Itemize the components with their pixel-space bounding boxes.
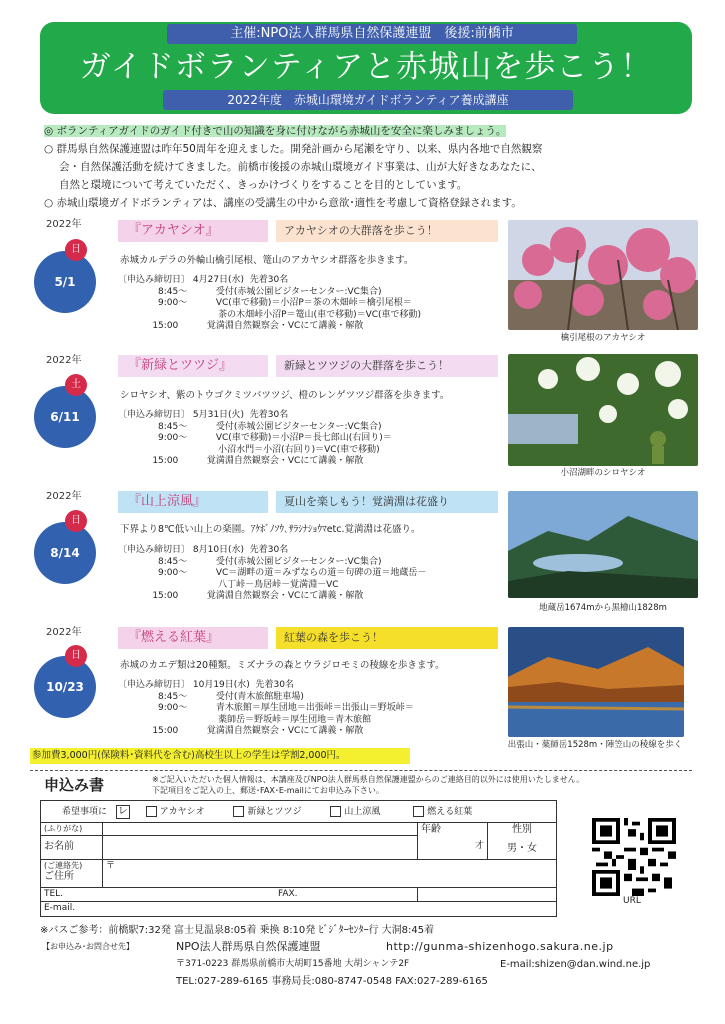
- event-photo-kurobi: [508, 491, 698, 598]
- privacy-note: [152, 774, 584, 796]
- legend-checkbox: レ: [117, 805, 128, 817]
- address-label: ご住所: [44, 871, 74, 882]
- event-photo-caption: 出張山・薬師岳1528m・陣笠山の稜線を歩く: [507, 740, 683, 750]
- option-label: 山上涼風: [344, 807, 381, 817]
- event-date-circle: 5/1: [34, 251, 96, 313]
- age-label: 年齢: [421, 824, 441, 835]
- furigana-input[interactable]: [103, 823, 418, 836]
- event-schedule: 〔申込み締切日〕 4月27日(水) 先着30名 8:45～ 受付(赤城公園ビジターセンター:VC集合) 9:00～ VC(車で移動)＝小沼P＝茶の木畑峠＝檎引尾根＝ 茶の木畑峠小沼P＝篭山(車で移動)＝VC(車で移動) 15:00 覚満淵自然観察会・VCにて講義・解散: [118, 275, 422, 331]
- gender-label: 性別: [512, 824, 532, 835]
- fee-notice: 参加費3,000円(保険料･資料代を含む)高校生以上の学生は学割2,000円。: [30, 748, 410, 764]
- page-title: ガイドボランティアと赤城山を歩こう！: [79, 49, 653, 85]
- event-date-circle: 10/23: [34, 656, 96, 718]
- intro-text: [44, 122, 694, 212]
- age-cell[interactable]: [418, 823, 488, 860]
- event-weekday: 日: [65, 645, 87, 667]
- intro-line: ○ 群馬県自然保護連盟は昨年50周年を迎えました。開発計画から尾瀬を守り、以来、県内各地で自然観察: [44, 143, 543, 155]
- contact-heading: 【お申込み･お問合せ先】: [42, 942, 134, 951]
- intro-line: ○ 赤城山環境ガイドボランティアは、講座の受講生の中から意欲･適性を考慮して資格登録されます。: [44, 197, 522, 209]
- bus-info: ※バスご参考：前橋駅7:32発 富士見温泉8:05着 乗換 8:10発 ﾋﾞｼﾞﾀｰｾﾝﾀｰ行 大洞8:45着: [40, 925, 435, 936]
- age-unit: 才: [474, 840, 484, 851]
- event-description: 下界より8℃低い山上の楽園。ｱｹﾎﾞﾉｿｳ､ｻﾗｼﾅｼｮｳﾏetc.覚満淵は花盛り。: [120, 524, 421, 535]
- event-weekday: 土: [65, 374, 87, 396]
- postal-address: 〒371-0223 群馬県前橋市大胡町15番地 大胡シャンテ2F: [176, 959, 410, 969]
- furigana-label: (ふりがな): [41, 823, 103, 836]
- email-input[interactable]: [41, 902, 557, 916]
- phone-numbers: TEL:027-289-6165 事務局長:080-8747-0548 FAX:027-289-6165: [176, 976, 488, 987]
- event-photo-akayashio: [508, 220, 698, 330]
- tel-label: TEL.: [44, 889, 64, 899]
- organization-name: NPO法人群馬県自然保護連盟: [176, 940, 321, 953]
- event-description: 赤城カルデラの外輪山檎引尾根、篭山のアカヤシオ群落を歩きます。: [120, 255, 414, 266]
- email-label: E-mail.: [44, 903, 76, 914]
- wish-label: 希望事項に: [62, 807, 108, 817]
- gender-cell[interactable]: [488, 823, 557, 860]
- privacy-line: ※ご記入いただいた個人情報は、本講座及びNPO法人群馬県自然保護連盟からのご連絡目的以外には使用いたしません。: [152, 775, 585, 784]
- event-title: 『燃える紅葉』: [118, 627, 268, 649]
- website-link[interactable]: http://gunma-shizenhogo.sakura.ne.jp: [386, 940, 614, 953]
- event-weekday: 日: [65, 239, 87, 261]
- checkbox-koyo[interactable]: [413, 806, 424, 817]
- tel-input[interactable]: [41, 888, 418, 902]
- event-title: 『新緑とツツジ』: [118, 355, 268, 377]
- event-weekday: 日: [65, 510, 87, 532]
- event-photo-caption: 檎引尾根のアカヤシオ: [560, 333, 646, 343]
- privacy-line: 下記項目をご記入の上、郵送･FAX･E-mailにてお申込み下さい。: [152, 786, 384, 795]
- event-schedule: 〔申込み締切日〕 10月19日(水) 先着30名 8:45～ 受付(青木旅館駐車場) 9:00～ 青木旅館＝厚生団地＝出張峠＝出張山＝野坂峠＝ 薬師岳＝野坂峠＝厚生団地＝青木旅館 15:00 覚満淵自然観察会・VCにて講義・解散: [118, 680, 414, 736]
- application-form: [40, 800, 557, 917]
- qr-code-icon[interactable]: [592, 818, 676, 896]
- intro-highlight: ◎ ボランティアガイドのガイド付きで山の知識を身に付けながら赤城山を安全に楽しみましょう。: [44, 125, 507, 137]
- qr-url-label: URL: [623, 896, 641, 906]
- contact-label: (ご連絡先): [44, 861, 83, 870]
- option-label: 新緑とツツジ: [247, 807, 302, 817]
- event-catch: アカヤシオの大群落を歩こう！: [276, 220, 498, 242]
- event-catch: 紅葉の森を歩こう！: [276, 627, 498, 649]
- intro-line: 自然と環境について考えていただく、きっかけづくりをすることを目的としています。: [59, 179, 468, 191]
- name-input[interactable]: [103, 836, 418, 860]
- name-label: お名前: [41, 836, 103, 860]
- gender-options: 男・女: [507, 842, 537, 854]
- event-description: 赤城のカエデ類は20種類。ミズナラの森とウラジロモミの稜線を歩きます。: [120, 660, 445, 671]
- event-photo-caption: 地蔵岳1674mから黒檜山1828m: [539, 603, 667, 613]
- event-year: 2022年: [46, 491, 82, 502]
- address-input[interactable]: [103, 860, 557, 888]
- event-photo-koyo: [508, 627, 684, 737]
- cut-line: [30, 770, 692, 771]
- checkbox-shinryoku[interactable]: [233, 806, 244, 817]
- fax-input[interactable]: [278, 888, 557, 902]
- event-description: シロヤシオ、紫のトウゴクミツバツツジ、橙のレンゲツツジ群落を歩きます。: [120, 390, 450, 401]
- event-title: 『アカヤシオ』: [118, 220, 268, 242]
- option-label: アカヤシオ: [159, 807, 205, 817]
- event-title: 『山上涼風』: [118, 491, 268, 513]
- event-date-circle: 8/14: [34, 522, 96, 584]
- event-photo-shiroyashio: [508, 354, 698, 466]
- event-year: 2022年: [46, 627, 82, 638]
- sponsor-bar: 主催:NPO法人群馬県自然保護連盟 後援:前橋市: [167, 24, 577, 44]
- email-link[interactable]: E-mail:shizen@dan.wind.ne.jp: [500, 959, 651, 970]
- checkbox-akayashio[interactable]: [146, 806, 157, 817]
- address-label-cell: [41, 860, 103, 888]
- event-schedule: 〔申込み締切日〕 5月31日(火) 先着30名 8:45～ 受付(赤城公園ビジターセンター:VC集合) 9:00～ VC(車で移動)＝小沼P＝長七郎山(右回り)＝ 小沼水門＝小沼(右回り)＝VC(車で移動) 15:00 覚満淵自然観察会・VCにて講義・解散: [118, 410, 392, 466]
- event-year: 2022年: [46, 355, 82, 366]
- postal-mark: 〒: [106, 861, 116, 871]
- intro-line: 会・自然保護活動を続けてきました。前橋市後援の赤城山環境ガイド事業は、山が大好きなあなたに、: [59, 161, 542, 173]
- event-year: 2022年: [46, 219, 82, 230]
- checkbox-sanjo[interactable]: [330, 806, 341, 817]
- event-catch: 夏山を楽しもう！覚満淵は花盛り: [276, 491, 498, 513]
- event-catch: 新緑とツツジの大群落を歩こう！: [276, 355, 498, 377]
- form-title: 申込み書: [44, 776, 105, 794]
- fax-label: FAX.: [278, 889, 298, 899]
- event-schedule: 〔申込み締切日〕 8月10日(水) 先着30名 8:45～ 受付(赤城公園ビジターセンター:VC集合) 9:00～ VC＝湖畔の道＝みずならの道＝句碑の道＝地蔵岳－ 八丁峠－鳥居峠－覚満淵－VC 15:00 覚満淵自然観察会・VCにて講義・解散: [118, 545, 427, 601]
- course-choice-row: [41, 801, 557, 823]
- subtitle-bar: 2022年度 赤城山環境ガイドボランティア養成講座: [163, 90, 573, 110]
- event-photo-caption: 小沼湖畔のシロヤシオ: [560, 468, 646, 478]
- event-date-circle: 6/11: [34, 386, 96, 448]
- option-label: 燃える紅葉: [427, 807, 473, 817]
